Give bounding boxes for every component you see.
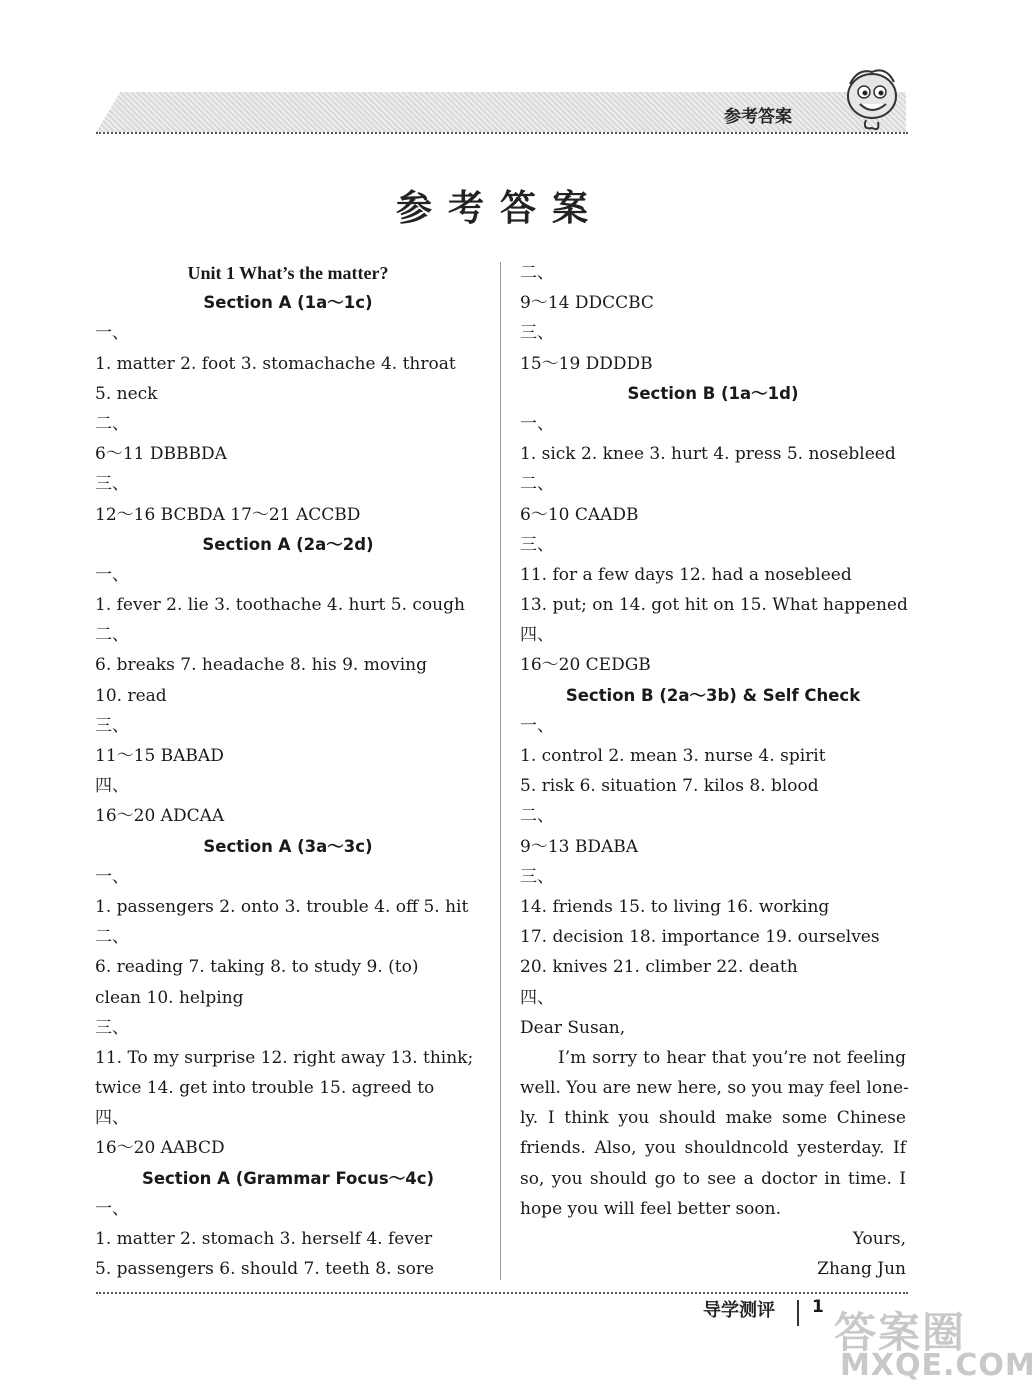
answer-line: 9～14 DDCCBC: [520, 293, 654, 314]
answer-line: 14. friends 15. to living 16. working: [520, 896, 830, 917]
letter-line: well. You are new here, so you may feel lone-: [520, 1078, 909, 1099]
answer-line: 11. for a few days 12. had a nosebleed: [520, 564, 852, 585]
answer-line: Dear Susan,: [520, 1017, 626, 1038]
answer-line: 17. decision 18. importance 19. ourselves: [520, 927, 880, 948]
answer-line: 一、: [95, 323, 129, 344]
answer-line: 三、: [520, 534, 554, 555]
letter-line: I’m sorry to hear that you’re not feeling: [558, 1047, 906, 1068]
answer-line: 5. neck: [95, 383, 158, 404]
answer-line: 四、: [95, 776, 129, 797]
answer-line: 三、: [95, 715, 129, 736]
footer-label: 导学测评: [703, 1300, 775, 1321]
answer-line: hope you will feel better soon.: [520, 1198, 781, 1219]
answer-line: 13. put; on 14. got hit on 15. What happened: [520, 595, 908, 616]
section-heading: Section A (1a～1c): [203, 293, 373, 313]
answer-line: 二、: [95, 625, 129, 646]
answer-line: 20. knives 21. climber 22. death: [520, 957, 798, 978]
section-heading: Section A (3a～3c): [203, 836, 373, 856]
answer-line: 15～19 DDDDB: [520, 353, 653, 374]
answer-line: 6. breaks 7. headache 8. his 9. moving: [95, 655, 427, 676]
column-divider: [500, 262, 501, 1280]
answer-line: 16～20 AABCD: [95, 1138, 225, 1159]
letter-closing: Yours,: [852, 1229, 906, 1249]
answer-line: 9～13 BDABA: [520, 836, 639, 857]
watermark: [826, 1300, 1036, 1386]
answer-line: 二、: [520, 263, 554, 283]
answer-line: 6～10 CAADB: [520, 504, 639, 525]
letter-line: ly. I think you should make some Chinese: [520, 1108, 906, 1129]
answer-line: 1. fever 2. lie 3. toothache 4. hurt 5. cough: [95, 595, 465, 616]
answer-line: 三、: [95, 474, 129, 495]
header-rule: [96, 132, 908, 134]
page-number: 1: [812, 1297, 824, 1317]
answer-line: 11～15 BABAD: [95, 746, 224, 766]
page-title: 参考答案: [395, 187, 604, 229]
answer-line: 6. reading 7. taking 8. to study 9. (to): [95, 957, 419, 978]
unit-heading: Unit 1 What’s the matter?: [187, 263, 389, 283]
answer-line: 11. To my surprise 12. right away 13. think;: [95, 1047, 474, 1068]
answer-line: 二、: [95, 927, 129, 948]
letter-line: so, you should go to see a doctor in time. I: [520, 1168, 906, 1189]
mascot-icon: [836, 62, 910, 136]
section-heading: Section B (1a～1d): [627, 383, 799, 403]
answer-line: 1. passengers 2. onto 3. trouble 4. off 5. hit: [95, 896, 469, 917]
watermark-bottom-text: MXQE.COM: [840, 1348, 1036, 1383]
answer-line: 1. control 2. mean 3. nurse 4. spirit: [520, 746, 826, 766]
right-column: [520, 258, 909, 1284]
answer-line: 一、: [520, 715, 554, 736]
header-label: 参考答案: [724, 107, 792, 127]
answer-line: 三、: [520, 866, 554, 887]
answer-line: 三、: [95, 1017, 129, 1038]
section-heading: Section A (Grammar Focus～4c): [141, 1168, 435, 1188]
left-column: [95, 258, 481, 1284]
answer-line: 一、: [520, 413, 554, 434]
answer-line: 5. passengers 6. should 7. teeth 8. sore: [95, 1259, 435, 1280]
answer-line: 二、: [520, 474, 554, 495]
answer-line: 1. matter 2. stomach 3. herself 4. fever: [95, 1229, 433, 1249]
answer-line: 三、: [520, 323, 554, 344]
answer-line: 12～16 BCBDA 17～21 ACCBD: [95, 504, 361, 525]
answer-line: 一、: [95, 866, 129, 887]
answer-line: 二、: [520, 806, 554, 827]
answer-line: 16～20 ADCAA: [95, 806, 225, 827]
letter-line: friends. Also, you shouldncold yesterday. If: [520, 1138, 906, 1159]
answer-line: 四、: [520, 625, 554, 646]
section-heading: Section A (2a～2d): [202, 534, 374, 554]
answer-line: 二、: [95, 413, 129, 434]
answer-line: 一、: [95, 1198, 129, 1219]
section-heading: Section B (2a～3b) & Self Check: [565, 685, 861, 705]
answer-line: 6～11 DBBBDA: [95, 444, 227, 465]
answer-line: clean 10. helping: [95, 987, 244, 1008]
answer-line: 1. sick 2. knee 3. hurt 4. press 5. nosebleed: [520, 444, 896, 465]
footer-rule: [96, 1292, 908, 1294]
answer-line: 一、: [95, 564, 129, 585]
answer-line: twice 14. get into trouble 15. agreed to: [95, 1078, 435, 1099]
answer-line: 四、: [520, 987, 554, 1008]
letter-signature: Zhang Jun: [817, 1259, 906, 1280]
answer-line: 10. read: [95, 685, 167, 706]
answer-line: 1. matter 2. foot 3. stomachache 4. throat: [95, 353, 456, 374]
footer-separator: [797, 1300, 799, 1326]
answer-line: 16～20 CEDGB: [520, 655, 651, 676]
answer-line: 5. risk 6. situation 7. kilos 8. blood: [520, 776, 819, 797]
watermark-top-text: 答案圈: [834, 1308, 967, 1357]
answer-line: 四、: [95, 1108, 129, 1129]
